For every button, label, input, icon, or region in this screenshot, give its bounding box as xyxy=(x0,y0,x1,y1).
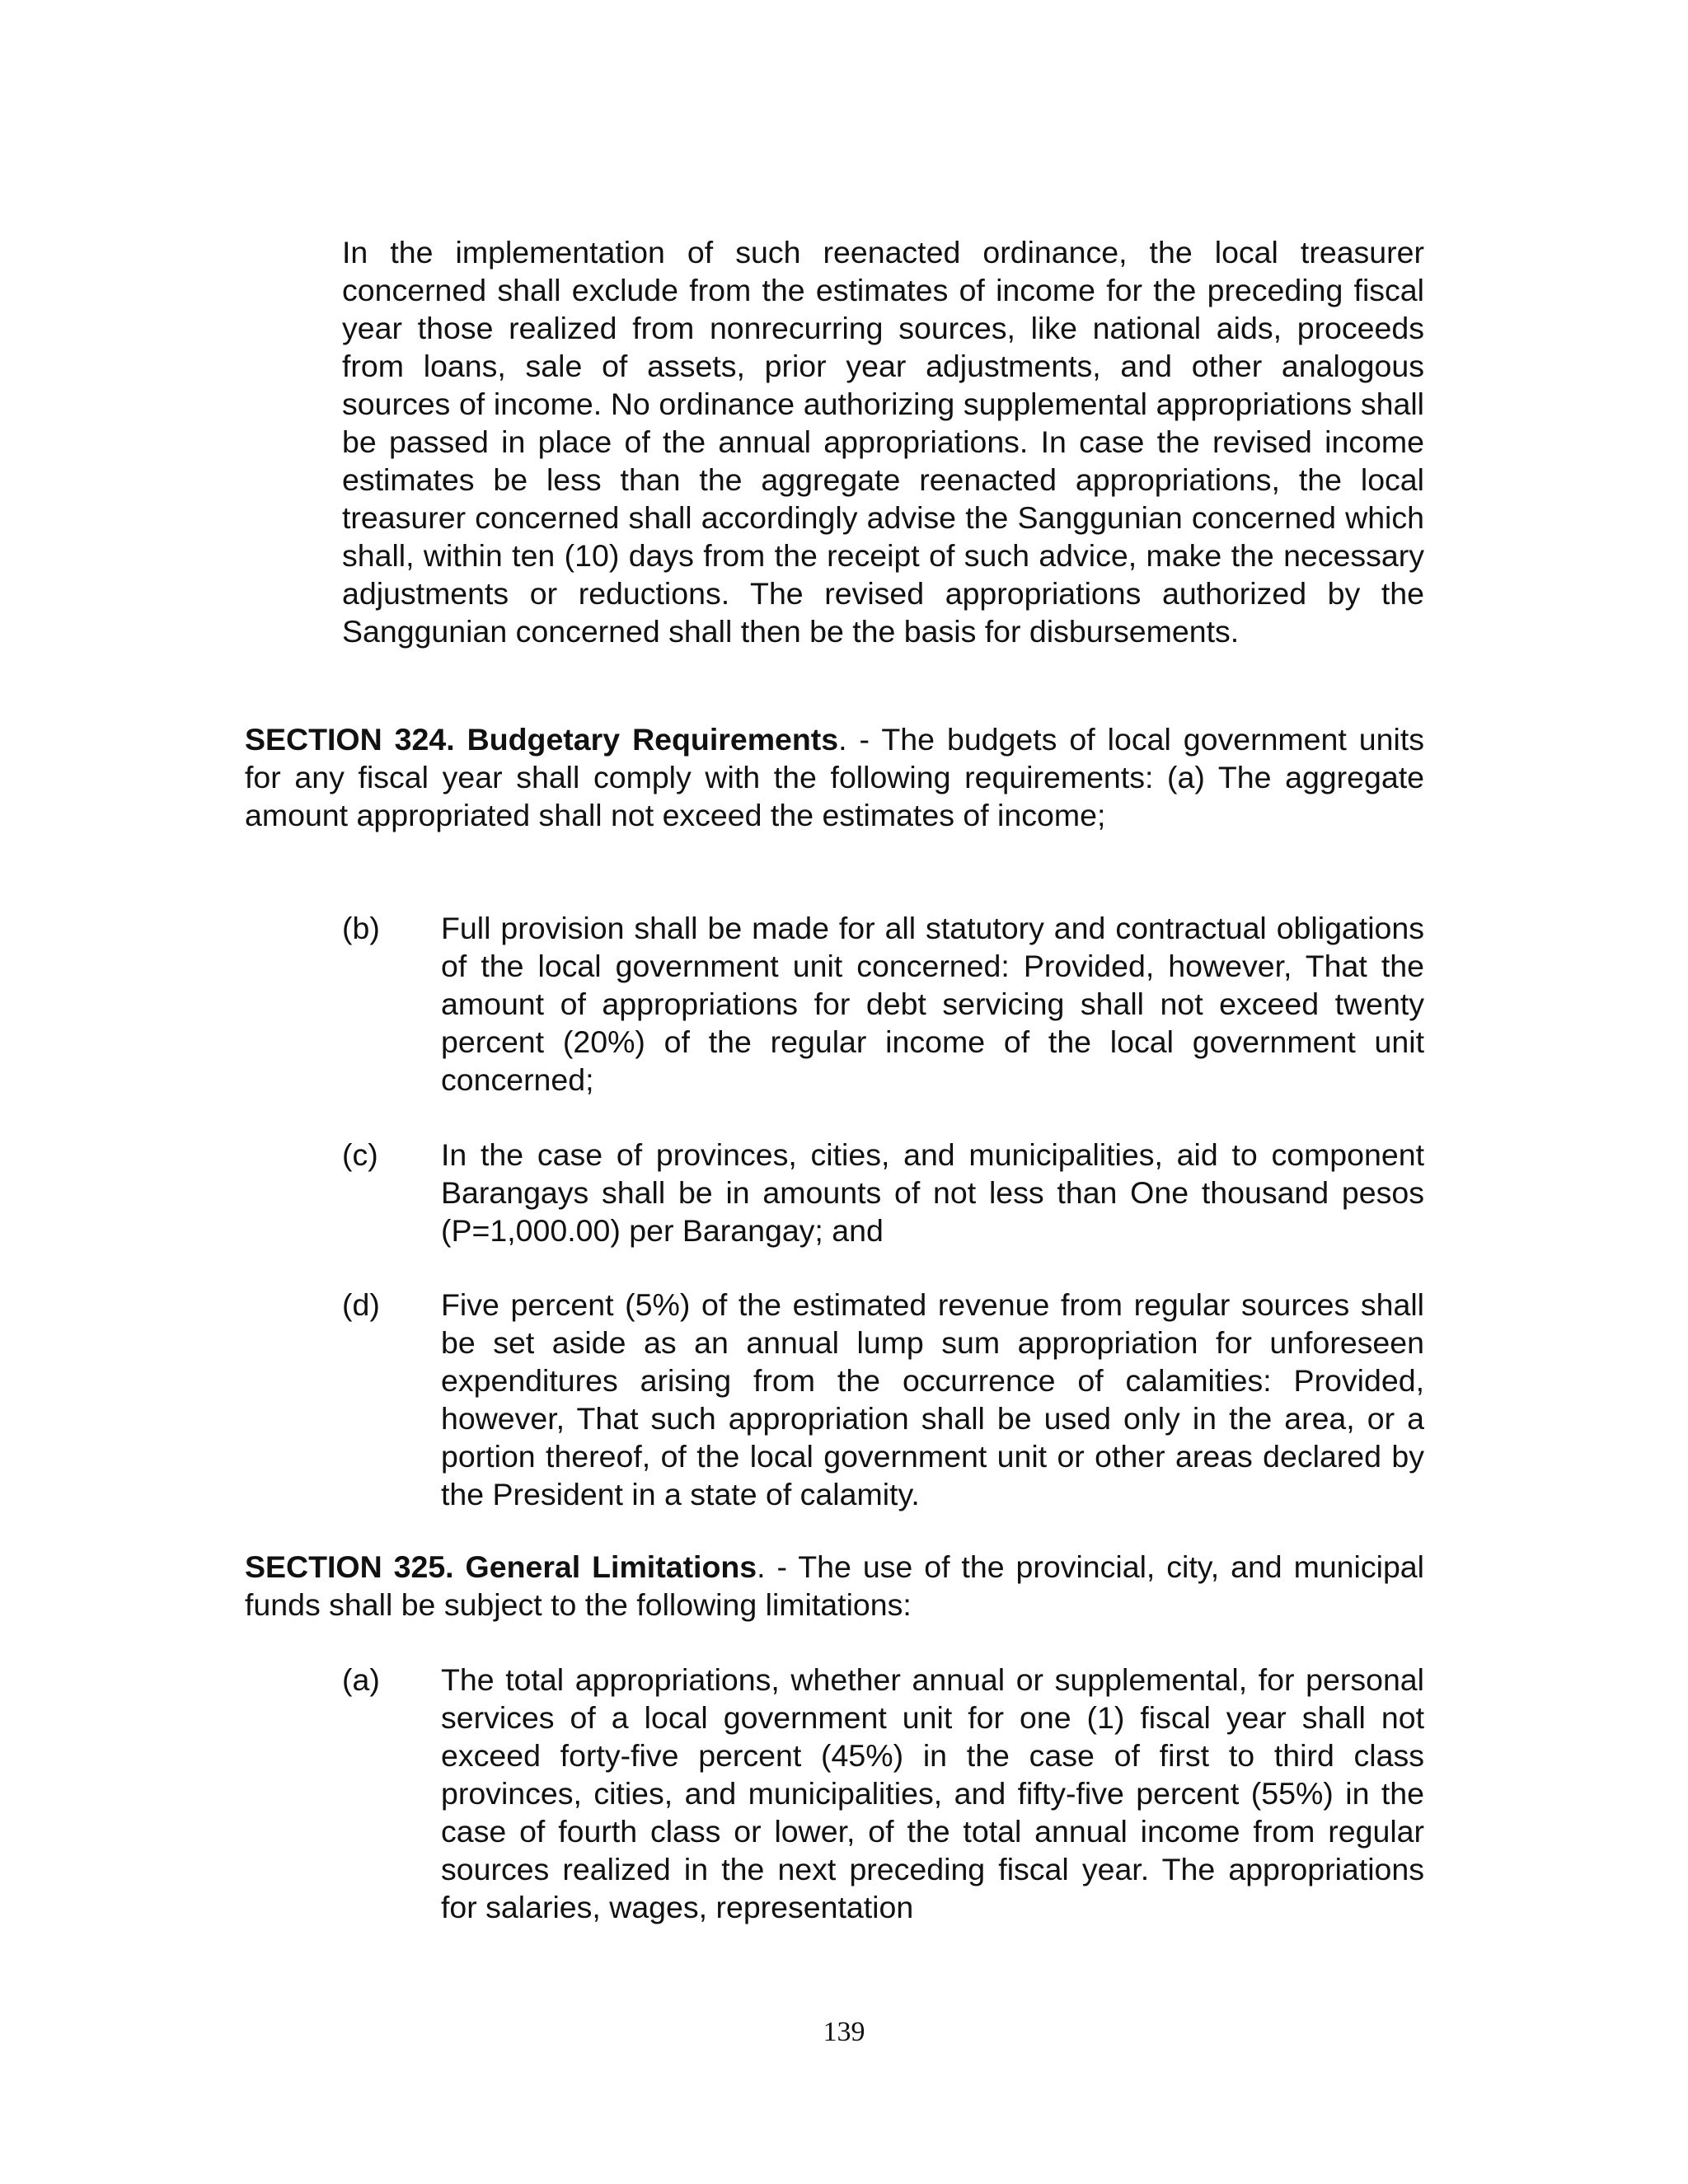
section-324-item-d xyxy=(342,1286,1424,1513)
section-325-lead-text: . - The use of the provincial, city, and municipal funds shall be subject to the following limitations: xyxy=(245,1549,1424,1622)
item-marker: (c) xyxy=(342,1137,378,1172)
intro-paragraph: In the implementation of such reenacted ordinance, the local treasurer concerned shall exclude from the estimates of income for the preceding fiscal year those realized from nonrecurring sources, like national aids, proceeds from loans, sale of assets, prior year adjustments, and other analogous sources of income. No ordinance authorizing supplemental appropriations shall be passed in place of the annual appropriations. In case the revised income estimates be less than the aggregate reenacted appropriations, the local treasurer concerned shall accordingly advise the Sanggunian concerned which shall, within ten (10) days from the receipt of such advice, make the necessary adjustments or reductions. The revised appropriations authorized by the Sanggunian concerned shall then be the basis for disbursements. xyxy=(342,235,1424,649)
item-marker: (b) xyxy=(342,911,380,945)
item-text: Full provision shall be made for all statutory and contractual obligations of the local government unit concerned: Provided, however, That the amount of appropriations for debt servicing shall not exceed twenty percent (20%) of the regular income of the local government unit concerned; xyxy=(441,911,1424,1097)
section-325-item-a xyxy=(342,1661,1424,1926)
item-text: In the case of provinces, cities, and municipalities, aid to component Barangays shall be in amounts of not less than One thousand pesos (P=1,000.00) per Barangay; and xyxy=(441,1137,1424,1248)
item-marker: (a) xyxy=(342,1662,380,1697)
section-325-paragraph xyxy=(245,1548,1424,1624)
section-324-lead-text: . - The budgets of local government units for any fiscal year shall comply with the following requirements: (a) The aggregate amount appropriated shall not exceed the estimates of income; xyxy=(245,722,1424,832)
item-marker: (d) xyxy=(342,1287,380,1322)
page-number: 139 xyxy=(823,2017,865,2047)
section-325-heading: SECTION 325. General Limitations xyxy=(245,1549,757,1584)
section-324-item-c xyxy=(342,1136,1424,1249)
item-text: The total appropriations, whether annual or supplemental, for personal services of a local government unit for one (1) fiscal year shall not exceed forty-five percent (45%) in the case of first to third class provinces, cities, and municipalities, and fifty-five percent (55%) in the case of fourth class or lower, of the total annual income from regular sources realized in the next preceding fiscal year. The appropriations for salaries, wages, representation xyxy=(441,1662,1424,1924)
section-324-paragraph xyxy=(245,720,1424,834)
item-text: Five percent (5%) of the estimated revenue from regular sources shall be set aside as an annual lump sum appropriation for unforeseen expenditures arising from the occurrence of calamities: Provided, however, That such appropriation shall be used only in the area, or a portion thereof, of the local government unit or other areas declared by the President in a state of calamity. xyxy=(441,1287,1424,1511)
section-324-item-b xyxy=(342,909,1424,1099)
section-324-heading: SECTION 324. Budgetary Requirements xyxy=(245,722,839,757)
